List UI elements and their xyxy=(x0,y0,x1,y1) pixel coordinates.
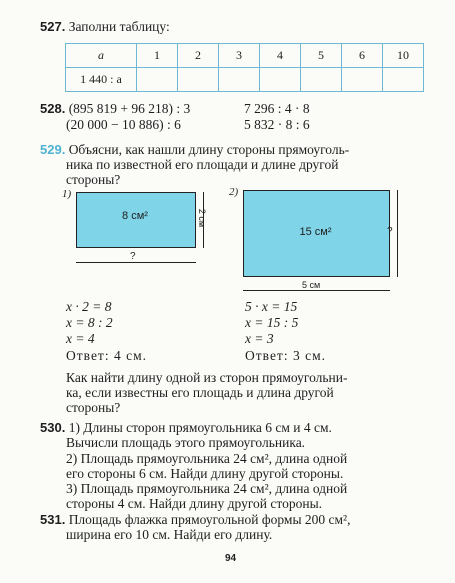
table-header-cell: a xyxy=(66,44,137,68)
task-text: 3) Площадь прямоугольника 24 см², длина одной xyxy=(66,481,348,496)
task-text: стороны? xyxy=(66,172,121,187)
task-text: стороны 4 см. Найди длину другой стороны. xyxy=(66,496,323,511)
solution-line: x = 3 xyxy=(245,331,274,346)
task-text: Заполни таблицу: xyxy=(68,19,170,34)
table-cell xyxy=(301,68,342,92)
page-number: 94 xyxy=(225,553,237,564)
expression: (20 000 − 10 886) : 6 xyxy=(66,117,181,132)
task-number: 527. xyxy=(40,19,66,34)
table-cell xyxy=(383,68,424,92)
question-line: Как найти длину одной из сторон прямоугольни- xyxy=(66,370,348,385)
values-table xyxy=(65,43,424,92)
task-number: 530. xyxy=(40,420,66,435)
task-text: 2) Площадь прямоугольника 24 см², длина одной xyxy=(66,451,348,466)
table-header-cell: 10 xyxy=(383,44,424,68)
table-header-cell: 6 xyxy=(342,44,383,68)
task-number: 529. xyxy=(40,142,66,157)
dimension-line xyxy=(243,290,390,291)
task-text: ника по известной его площади и длине другой xyxy=(66,157,339,172)
task-527-header xyxy=(40,19,170,34)
side-label: 5 см xyxy=(302,280,321,290)
solution-line: x = 4 xyxy=(66,331,95,346)
solution-line: 5 · x = 15 xyxy=(245,299,298,314)
task-text: его стороны 6 см. Найди длину другой стороны. xyxy=(66,466,344,481)
table-header-cell: 5 xyxy=(301,44,342,68)
table-row xyxy=(66,44,424,68)
solution-line: x · 2 = 8 xyxy=(66,299,112,314)
task-text: Вычисли площадь этого прямоугольника. xyxy=(66,435,306,450)
task-text: ширина его 10 см. Найди его длину. xyxy=(66,527,273,542)
question-line: ка, если известны его площадь и длина другой xyxy=(66,385,334,400)
figure-label: 1) xyxy=(62,188,72,200)
area-label: 15 см² xyxy=(299,226,332,238)
expression: 7 296 : 4 · 8 xyxy=(244,101,310,116)
dimension-line xyxy=(76,262,196,263)
dimension-line xyxy=(397,190,398,277)
question-line: стороны? xyxy=(66,400,121,415)
answer: Ответ: 4 см. xyxy=(66,348,147,363)
table-row-label: 1 440 : a xyxy=(66,68,137,92)
task-number: 528. xyxy=(40,101,66,116)
unknown-label: ? xyxy=(130,251,136,262)
figure-label: 2) xyxy=(229,186,239,198)
table-cell xyxy=(342,68,383,92)
table-row xyxy=(66,68,424,92)
task-text: Объясни, как нашли длину стороны прямоуголь- xyxy=(68,142,350,157)
solution-line: x = 8 : 2 xyxy=(66,315,113,330)
task-number: 531. xyxy=(40,512,66,527)
area-label: 8 см² xyxy=(122,210,148,222)
solution-line: x = 15 : 5 xyxy=(245,315,299,330)
table-cell xyxy=(178,68,219,92)
side-label: 2 см xyxy=(197,208,208,228)
task-text: 1) Длины сторон прямоугольника 6 см и 4 см. xyxy=(68,420,332,435)
task-531-line xyxy=(40,512,350,527)
task-528 xyxy=(40,101,190,116)
task-530-line xyxy=(40,420,332,435)
table-header-cell: 1 xyxy=(137,44,178,68)
table-cell xyxy=(260,68,301,92)
expression: 5 832 · 8 : 6 xyxy=(244,117,310,132)
table-cell xyxy=(137,68,178,92)
expression: (895 819 + 96 218) : 3 xyxy=(68,101,191,116)
unknown-label: ? xyxy=(387,226,393,237)
answer: Ответ: 3 см. xyxy=(245,348,326,363)
table-cell xyxy=(219,68,260,92)
task-text: Площадь флажка прямоугольной формы 200 см², xyxy=(68,512,351,527)
task-529-line xyxy=(40,142,349,157)
table-header-cell: 2 xyxy=(178,44,219,68)
table-header-cell: 4 xyxy=(260,44,301,68)
table-header-cell: 3 xyxy=(219,44,260,68)
